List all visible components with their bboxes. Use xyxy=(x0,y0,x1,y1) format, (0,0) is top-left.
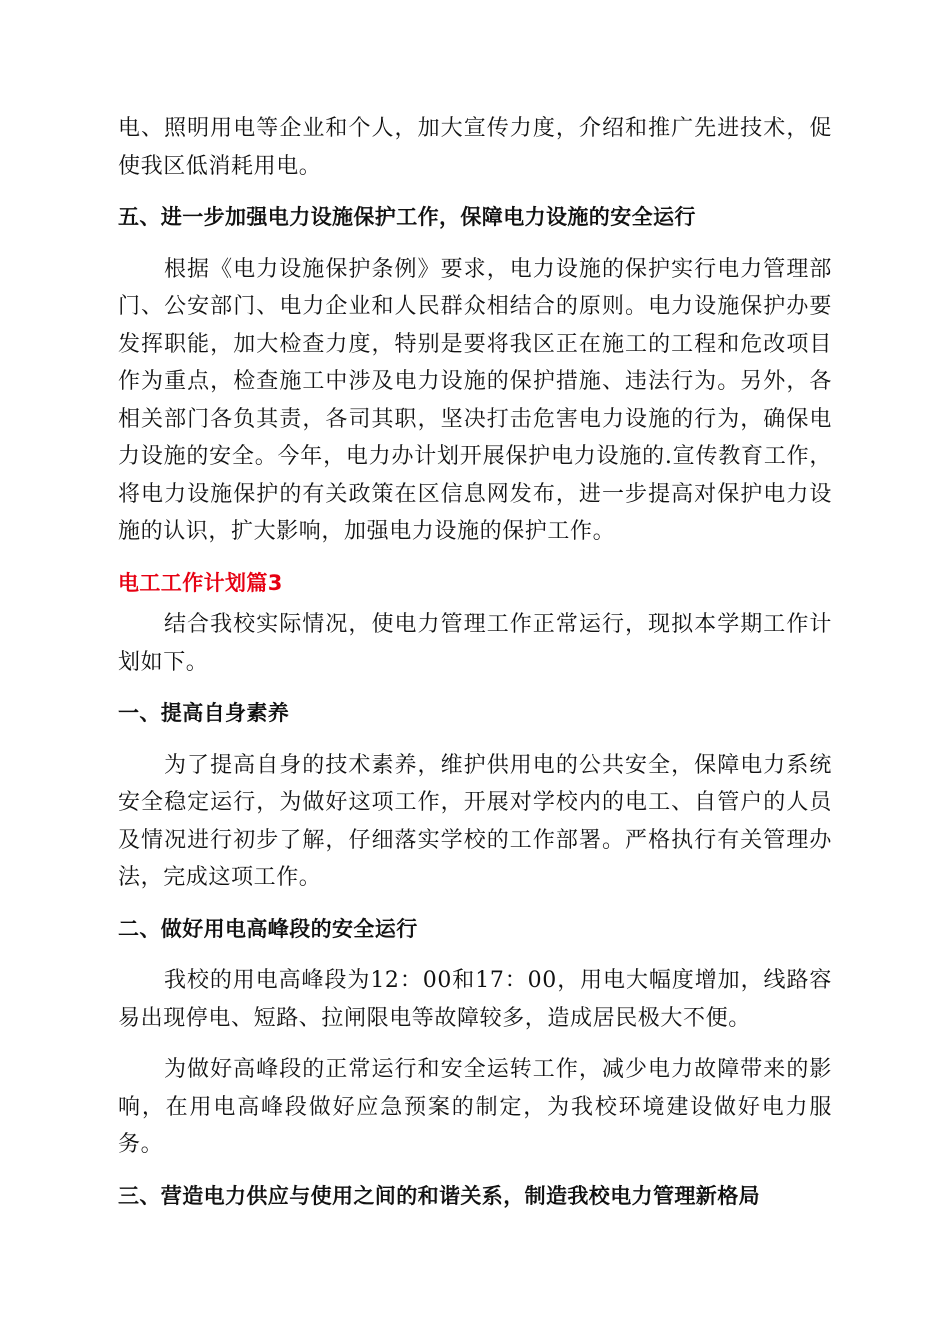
paragraph-continuation: 电、照明用电等企业和个人，加大宣传力度，介绍和推广先进技术，促使我区低消耗用电。 xyxy=(118,116,832,179)
paragraph-section-two-a: 我校的用电高峰段为12：00和17：00，用电大幅度增加，线路容易出现停电、短路、拉闸限电等故障较多，造成居民极大不便。 xyxy=(118,968,832,1031)
heading-section-two: 二、做好用电高峰段的安全运行 xyxy=(118,916,418,941)
paragraph-intro: 结合我校实际情况，使电力管理工作正常运行，现拟本学期工作计划如下。 xyxy=(118,612,832,675)
heading-section-five: 五、进一步加强电力设施保护工作，保障电力设施的安全运行 xyxy=(118,205,696,229)
paragraph-section-five: 根据《电力设施保护条例》要求，电力设施的保护实行电力管理部门、公安部门、电力企业和人民群众相结合的原则。电力设施保护办要发挥职能，加大检查力度，特别是要将我区正在施工的工程和危改项目作为重点，检查施工中涉及电力设施的保护措施、违法行为。另外，各相关部门各负其责，各司其职，坚决打击危害电力设施的行为，确保电力设施的安全。今年，电力办计划开展保护电力设施的.宣传教育工作，将电力设施保护的有关政策在区信息网发布，进一步提高对保护电力设施的认识，扩大影响，加强电力设施的保护工作。 xyxy=(118,256,832,544)
heading-section-three: 三、营造电力供应与使用之间的和谐关系，制造我校电力管理新格局 xyxy=(118,1183,760,1208)
paragraph-section-two-b: 为做好高峰段的正常运行和安全运转工作，减少电力故障带来的影响，在用电高峰段做好应急预案的制定，为我校环境建设做好电力服务。 xyxy=(118,1057,832,1157)
section-title-plan-3: 电工工作计划篇3 xyxy=(118,570,283,595)
heading-section-one: 一、提高自身素养 xyxy=(118,701,290,725)
paragraph-section-one: 为了提高自身的技术素养，维护供用电的公共安全，保障电力系统安全稳定运行，为做好这项工作，开展对学校内的电工、自管户的人员及情况进行初步了解，仔细落实学校的工作部署。严格执行有关管理办法，完成这项工作。 xyxy=(118,752,832,890)
